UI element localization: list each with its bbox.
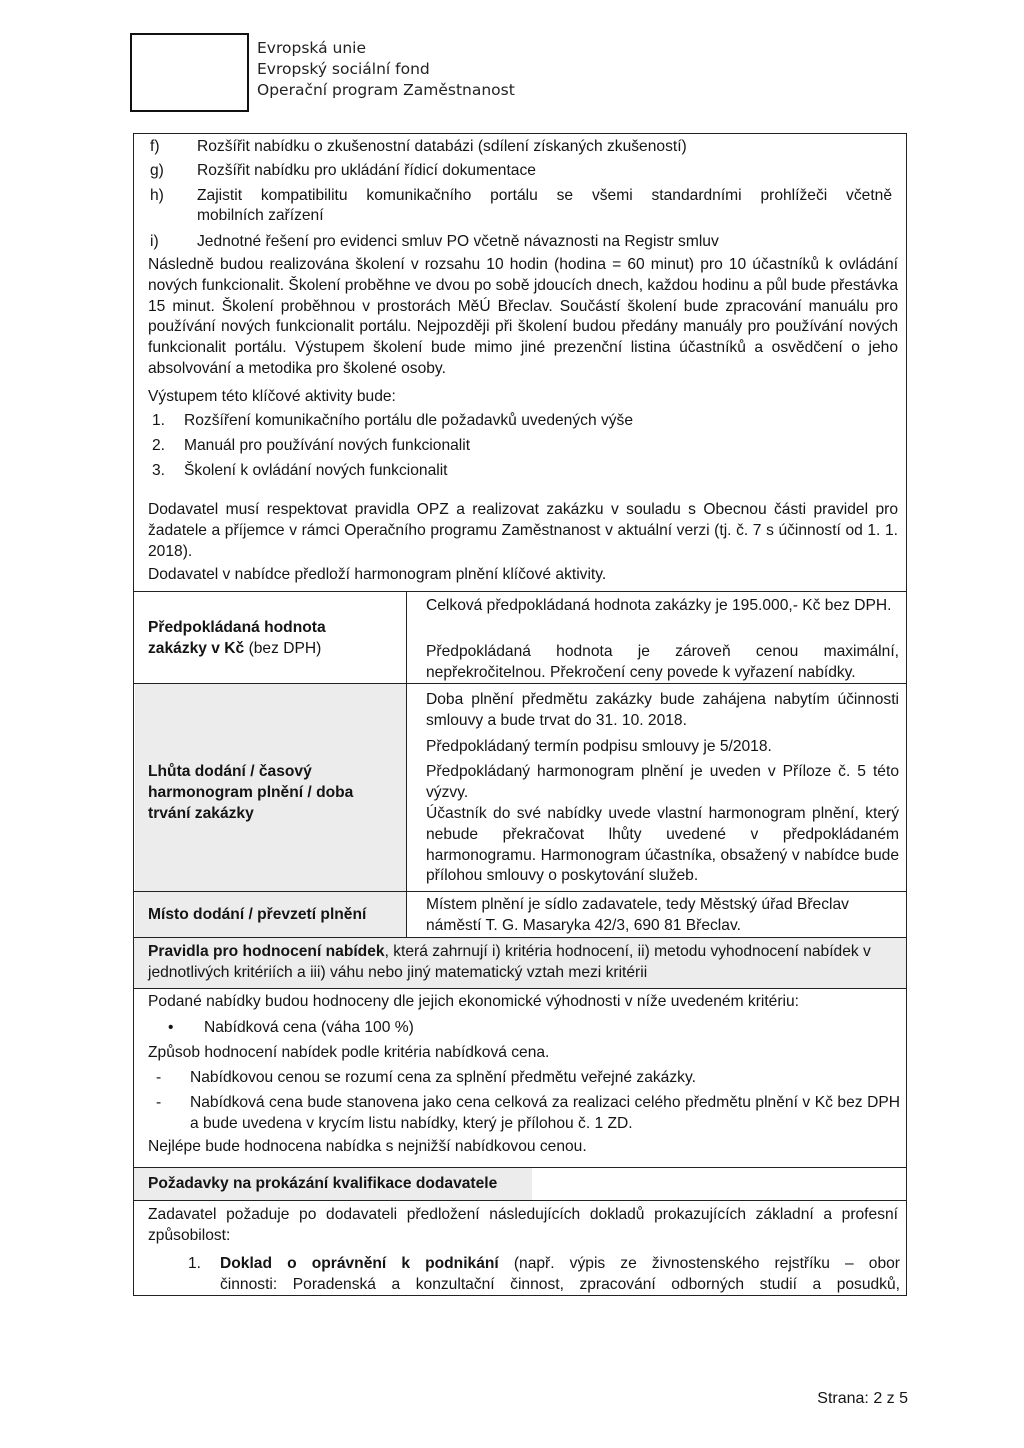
list-marker-h: h) bbox=[150, 187, 164, 204]
evaluation-intro: Podané nabídky budou hodnoceny dle jejich ekonomické výhodnosti v níže uvedeném kritériu: bbox=[148, 993, 800, 1010]
list-marker-i: i) bbox=[150, 233, 159, 250]
qualification-item-rest: (např. výpis ze živnostenského rejstříku – obor bbox=[498, 1255, 900, 1272]
qualification-item-line2: činnosti: Poradenská a konzultační činnost, zpracování odborných studií a posudků, bbox=[220, 1276, 900, 1293]
rules-heading-rest: , která zahrnují i) kritéria hodnocení, ii) metodu vyhodnocení nabídek v jednotlivých kritériích a iii) váhu nebo jiný matematický vztah mezi kritérii bbox=[148, 943, 871, 981]
header-line-eu: Evropská unie bbox=[257, 39, 367, 57]
output-item-3: Školení k ovládání nových funkcionalit bbox=[184, 462, 448, 479]
table-column-divider bbox=[406, 591, 407, 937]
list-item-h-line2: mobilních zařízení bbox=[197, 207, 324, 224]
list-item-g: Rozšířit nabídku pro ukládání řídicí dokumentace bbox=[197, 162, 536, 179]
table-row-divider-2 bbox=[134, 891, 906, 892]
evaluation-divider bbox=[134, 1167, 906, 1168]
list-marker-g: g) bbox=[150, 162, 164, 179]
place-label: Místo dodání / převzetí plnění bbox=[148, 906, 367, 923]
output-item-1: Rozšíření komunikačního portálu dle požadavků uvedených výše bbox=[184, 412, 634, 429]
deadline-text-2: Předpokládaný termín podpisu smlouvy je 5/2018. bbox=[426, 738, 772, 755]
page-number: Strana: 2 z 5 bbox=[817, 1390, 908, 1407]
qualification-item-bold: Doklad o oprávnění k podnikání bbox=[220, 1255, 499, 1272]
rules-divider bbox=[134, 988, 906, 989]
value-label-bold-2: zakázky v Kč bbox=[148, 639, 245, 657]
evaluation-dash-1: Nabídkovou cenou se rozumí cena za splnění předmětu veřejné zakázky. bbox=[190, 1069, 696, 1086]
list-item-i: Jednotné řešení pro evidenci smluv PO včetně návaznosti na Registr smluv bbox=[197, 233, 719, 250]
header-line-esf: Evropský sociální fond bbox=[257, 60, 430, 78]
qualification-item-line1 bbox=[220, 1254, 900, 1275]
value-label-bold-1: Předpokládaná hodnota bbox=[148, 619, 326, 636]
logo-placeholder bbox=[130, 33, 249, 112]
value-text-2: Předpokládaná hodnota je zároveň cenou maximální, nepřekročitelnou. Překročení ceny povede k vyřazení nabídky. bbox=[426, 643, 899, 681]
supplier-schedule-paragraph: Dodavatel v nabídce předloží harmonogram plnění klíčové aktivity. bbox=[148, 566, 607, 583]
deadline-text-1: Doba plnění předmětu zakázky bude zahájena nabytím účinnosti smlouvy a bude trvat do 31. 10. 2018. bbox=[426, 691, 899, 729]
header-line-opz: Operační program Zaměstnanost bbox=[257, 81, 515, 99]
supplier-rules-paragraph: Dodavatel musí respektovat pravidla OPZ a realizovat zakázku v souladu s Obecnou části pravidel pro žadatele a příjemce v rámci Operačního programu Zaměstnanost v aktuální verzi (tj. č. 7 s účinností od 1. 1. 2018). bbox=[148, 501, 898, 560]
list-marker-f: f) bbox=[150, 138, 160, 155]
qualification-intro: Zadavatel požaduje po dodavateli předložení následujících dokladů prokazujících základní a profesní způsobilost: bbox=[148, 1206, 898, 1244]
value-label-normal: (bez DPH) bbox=[244, 639, 322, 657]
dash-icon-2: - bbox=[156, 1094, 162, 1111]
evaluation-best: Nejlépe bude hodnocena nabídka s nejnižší nabídkovou cenou. bbox=[148, 1138, 587, 1155]
table-top-border bbox=[134, 591, 906, 592]
qualification-heading: Požadavky na prokázání kvalifikace dodavatele bbox=[148, 1175, 498, 1192]
rules-heading-bold: Pravidla pro hodnocení nabídek bbox=[148, 943, 385, 960]
evaluation-bullet: Nabídková cena (váha 100 %) bbox=[204, 1019, 414, 1036]
rules-heading bbox=[148, 942, 898, 984]
qualification-divider bbox=[134, 1200, 906, 1201]
training-paragraph: Následně budou realizována školení v rozsahu 10 hodin (hodina = 60 minut) pro 10 účastníků k ovládání nových funkcionalit. Školení proběhne ve dvou po sobě jdoucích dnech, každou hodinu a půl bude přestávka 15 minut. Školení proběhnou v prostorách MěÚ Břeclav. Součástí školení bude zpracování manuálu pro používání nových funkcionalit portálu. Nejpozději při školení budou předány manuály pro používání nových funkcionalit portálu. Výstupem školení bude mimo jiné prezenční listina účastníků a osvědčení o jeho absolvování a metodika pro školené osoby. bbox=[148, 256, 898, 377]
output-num-2: 2. bbox=[152, 437, 166, 454]
table-row-divider-3 bbox=[134, 937, 906, 938]
evaluation-method: Způsob hodnocení nabídek podle kritéria nabídková cena. bbox=[148, 1044, 550, 1061]
list-item-h-line1: Zajistit kompatibilitu komunikačního portálu se všemi standardními prohlížeči včetně bbox=[197, 187, 892, 204]
deadline-text-4: Účastník do své nabídky uvede vlastní harmonogram plnění, který nebude překračovat lhůty uvedené v předpokládaném harmonogramu. Harmonogram účastníka, obsažený v nabídce bude přílohou smlouvy o poskytování služeb. bbox=[426, 805, 899, 885]
dash-icon-1: - bbox=[156, 1069, 162, 1086]
place-text: Místem plnění je sídlo zadavatele, tedy Městský úřad Břeclav náměstí T. G. Masaryka 42/3, 690 81 Břeclav. bbox=[426, 896, 849, 934]
output-num-1: 1. bbox=[152, 412, 166, 429]
document-body bbox=[133, 133, 907, 1296]
qualification-item-num: 1. bbox=[188, 1255, 202, 1272]
bullet-icon: • bbox=[168, 1019, 174, 1036]
value-label bbox=[148, 618, 398, 660]
deadline-text-3: Předpokládaný harmonogram plnění je uveden v Příloze č. 5 této výzvy. bbox=[426, 763, 899, 801]
program-header bbox=[257, 38, 515, 101]
evaluation-dash-2: Nabídková cena bude stanovena jako cena celková za realizaci celého předmětu plnění v Kč bez DPH a bude uvedena v krycím listu nabídky, který je přílohou č. 1 ZD. bbox=[190, 1094, 900, 1132]
output-intro: Výstupem této klíčové aktivity bude: bbox=[148, 388, 396, 405]
value-text-1: Celková předpokládaná hodnota zakázky je 195.000,- Kč bez DPH. bbox=[426, 597, 892, 614]
list-item-f: Rozšířit nabídku o zkušenostní databázi (sdílení získaných zkušeností) bbox=[197, 138, 687, 155]
output-item-2: Manuál pro používání nových funkcionalit bbox=[184, 437, 471, 454]
output-num-3: 3. bbox=[152, 462, 166, 479]
deadline-label: Lhůta dodání / časový harmonogram plnění / doba trvání zakázky bbox=[148, 763, 354, 822]
